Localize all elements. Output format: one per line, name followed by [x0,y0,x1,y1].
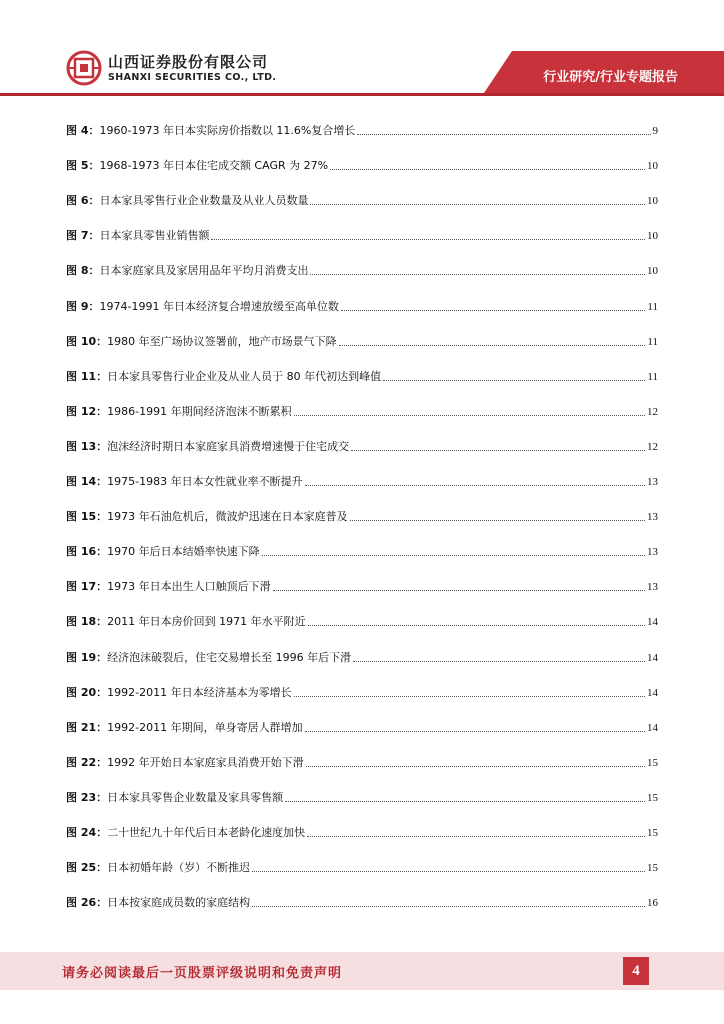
toc-entry[interactable] [66,155,658,173]
page-header [0,0,724,100]
toc-figure-title: 日本初婚年龄（岁）不断推迟 [107,861,251,875]
toc-page-number: 12 [647,405,658,418]
toc-figure-label: 图 9： [66,299,100,313]
toc-page-number: 10 [647,230,658,243]
toc-figure-title: 日本家具零售企业数量及家具零售额 [107,790,284,804]
toc-entry[interactable] [66,190,658,208]
toc-dot-leader [353,660,645,662]
toc-page-number: 14 [647,651,658,664]
toc-page-number: 14 [647,616,658,629]
toc-figure-title: 1960-1973 年日本实际房价指数以 11.6%复合增长 [99,124,356,137]
toc-page-number: 15 [647,827,658,839]
company-name-en: SHANXI SECURITIES CO., LTD. [108,72,277,83]
toc-figure-title: 1992-2011 年日本经济基本为零增长 [107,685,292,699]
toc-page-number: 15 [647,756,658,769]
toc-dot-leader [252,905,645,907]
toc-page-number: 13 [647,511,658,524]
toc-figure-title: 日本家庭家具及家居用品年平均月消费支出 [99,264,309,278]
toc-dot-leader [341,309,645,311]
toc-figure-title: 经济泡沫破裂后，住宅交易增长至 1996 年后下滑 [107,650,352,664]
toc-figure-title: 1974-1991 年日本经济复合增速放缓至高单位数 [99,299,339,313]
toc-figure-title: 1992-2011 年期间，单身寄居人群增加 [107,720,303,734]
toc-page-number: 12 [647,440,658,453]
toc-page-number: 11 [647,335,658,348]
toc-figure-label: 图 13： [66,439,108,453]
toc-dot-leader [310,203,645,205]
toc-dot-leader [307,835,645,837]
toc-page-number: 13 [647,581,658,594]
toc-figure-label: 图 16： [66,545,108,559]
toc-figure-title: 二十世纪九十年代后日本老龄化速度加快 [107,826,306,839]
toc-dot-leader [383,379,645,381]
toc-dot-leader [339,344,646,346]
toc-entry[interactable] [66,682,658,700]
toc-dot-leader [305,484,645,486]
toc-page-number: 14 [647,686,658,699]
toc-page-number: 11 [647,370,658,383]
toc-figure-label: 图 24： [66,826,108,839]
toc-dot-leader [350,519,645,521]
toc-figure-title: 1968-1973 年日本住宅成交额 CAGR 为 27% [99,159,329,173]
toc-dot-leader [357,133,650,135]
toc-figure-title: 1973 年石油危机后，微波炉迅速在日本家庭普及 [107,510,348,524]
toc-figure-label: 图 11： [66,369,108,383]
toc-entry[interactable] [66,120,658,138]
toc-dot-leader [305,730,645,732]
toc-entry[interactable] [66,752,658,770]
toc-page-number: 10 [647,160,658,173]
toc-page-number: 15 [647,862,658,875]
toc-dot-leader [262,554,645,556]
toc-figure-label: 图 19： [66,650,108,664]
toc-figure-title: 1973 年日本出生人口触顶后下滑 [107,580,271,594]
toc-dot-leader [294,695,645,697]
toc-entry[interactable] [66,506,658,524]
toc-figure-title: 1986-1991 年期间经济泡沫不断累积 [107,404,292,418]
toc-dot-leader [285,800,645,802]
toc-entry[interactable] [66,576,658,594]
toc-figure-title: 1980 年至广场协议签署前，地产市场景气下降 [107,334,337,348]
toc-figure-label: 图 17： [66,580,108,594]
toc-page-number: 11 [647,300,658,313]
toc-entry[interactable] [66,366,658,384]
toc-dot-leader [273,589,645,591]
toc-figure-label: 图 7： [66,229,100,243]
toc-entry[interactable] [66,611,658,629]
toc-dot-leader [308,624,645,626]
toc-entry[interactable] [66,436,658,454]
toc-figure-label: 图 26： [66,896,108,910]
toc-figure-label: 图 25： [66,861,108,875]
toc-page-number: 10 [647,265,658,278]
toc-dot-leader [252,870,645,872]
toc-figure-label: 图 18： [66,615,108,629]
toc-figure-title: 日本家具零售行业企业数量及从业人员数量 [99,194,309,208]
toc-entry[interactable] [66,717,658,735]
company-logo-icon [66,50,102,86]
toc-dot-leader [351,449,645,451]
toc-figure-label: 图 21： [66,720,108,734]
toc-dot-leader [330,168,645,170]
toc-figure-title: 1975-1983 年日本女性就业率不断提升 [107,475,303,488]
toc-figure-title: 日本家具零售行业企业及从业人员于 80 年代初达到峰值 [107,369,382,383]
toc-dot-leader [294,414,645,416]
toc-page-number: 13 [647,546,658,559]
toc-figure-title: 日本家具零售业销售额 [99,229,210,243]
toc-figure-label: 图 5： [66,159,100,173]
toc-figure-title: 2011 年日本房价回到 1971 年水平附近 [107,615,306,629]
page-number: 4 [623,957,649,985]
toc-entry[interactable] [66,822,658,840]
toc-entry[interactable] [66,892,658,910]
toc-entry[interactable] [66,401,658,419]
header-divider [0,93,724,96]
company-name-cn: 山西证券股份有限公司 [108,53,269,71]
toc-entry[interactable] [66,225,658,243]
toc-page-number: 14 [647,721,658,734]
report-type-label: 行业研究/行业专题报告 [543,70,678,85]
toc-figure-label: 图 8： [66,264,100,278]
toc-figure-label: 图 14： [66,475,108,488]
toc-figure-title: 1992 年开始日本家庭家具消费开始下滑 [107,755,304,769]
toc-entry[interactable] [66,296,658,314]
toc-dot-leader [306,765,645,767]
toc-entry[interactable] [66,331,658,349]
toc-entry[interactable] [66,541,658,559]
toc-entry[interactable] [66,260,658,278]
toc-dot-leader [211,238,645,240]
toc-figure-label: 图 15： [66,510,108,524]
toc-figure-title: 1970 年后日本结婚率快速下降 [107,545,260,559]
toc-page-number: 15 [647,791,658,804]
toc-page-number: 10 [647,195,658,208]
footer-disclaimer: 请务必阅读最后一页股票评级说明和免责声明 [62,966,343,981]
toc-entry[interactable] [66,857,658,875]
toc-figure-label: 图 22： [66,755,108,769]
toc-dot-leader [310,273,645,275]
toc-page-number: 16 [647,897,658,910]
toc-figure-title: 日本按家庭成员数的家庭结构 [107,896,251,910]
toc-entry[interactable] [66,647,658,665]
toc-page-number: 9 [652,125,658,137]
toc-page-number: 13 [647,476,658,488]
toc-figure-label: 图 20： [66,685,108,699]
toc-figure-label: 图 4： [66,124,100,137]
toc-figure-label: 图 10： [66,334,108,348]
toc-entry[interactable] [66,787,658,805]
toc-figure-label: 图 6： [66,194,100,208]
toc-figure-label: 图 23： [66,790,108,804]
toc-figure-title: 泡沫经济时期日本家庭家具消费增速慢于住宅成交 [107,439,350,453]
toc-entry[interactable] [66,471,658,489]
toc-figure-label: 图 12： [66,404,108,418]
